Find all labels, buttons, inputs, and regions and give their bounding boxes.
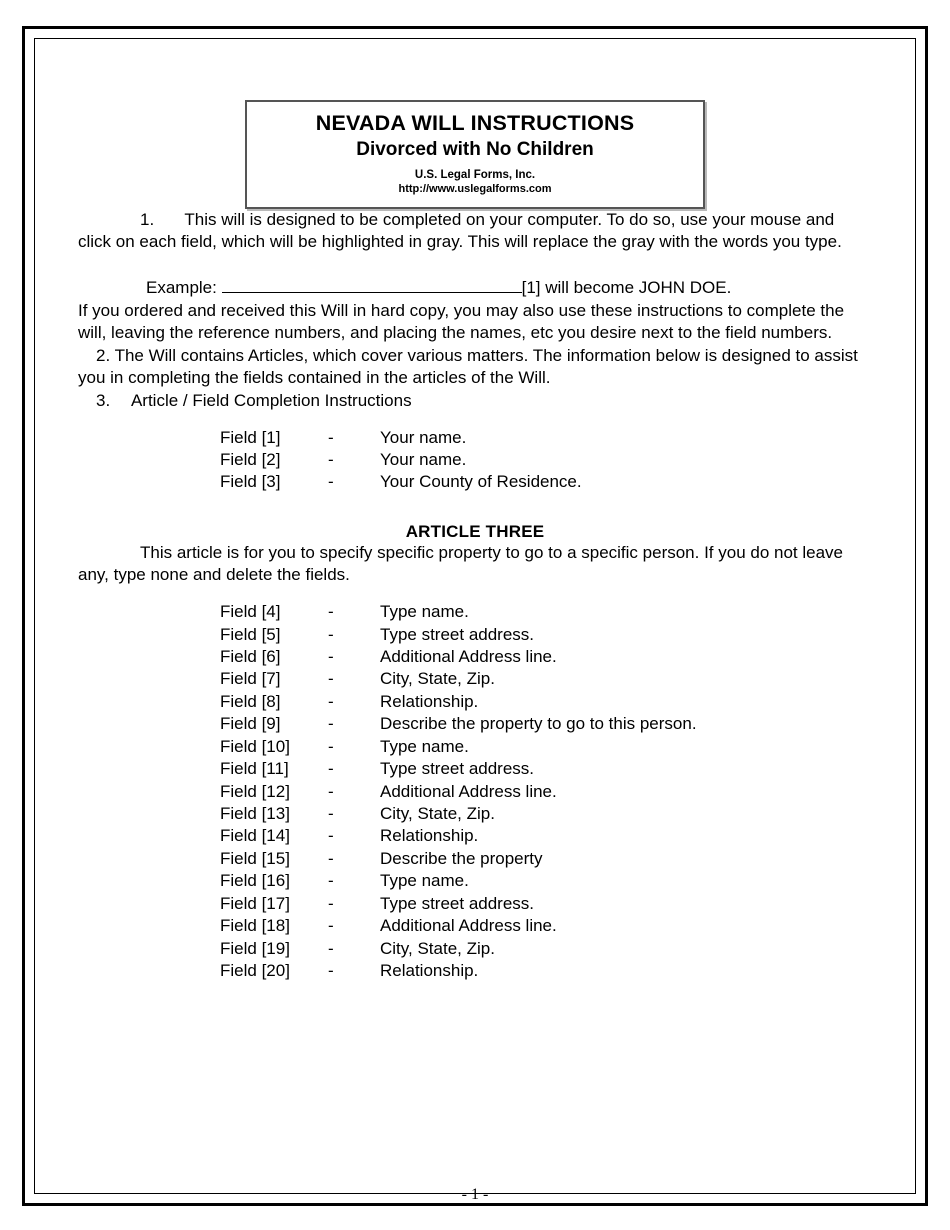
example-line — [78, 276, 872, 300]
field-dash: - — [328, 848, 334, 868]
table-row — [220, 938, 697, 960]
document-title: NEVADA WILL INSTRUCTIONS — [315, 111, 635, 135]
table-row — [220, 736, 697, 758]
field-description: City, State, Zip. — [380, 669, 495, 689]
field-instructions-table-one — [220, 427, 582, 494]
field-label: Field [14] — [220, 826, 290, 846]
field-description: Additional Address line. — [380, 781, 557, 801]
field-instructions-table-two — [220, 601, 697, 982]
field-description: Type name. — [380, 871, 469, 891]
table-row — [220, 471, 582, 493]
table-row — [220, 427, 582, 449]
field-label: Field [6] — [220, 646, 281, 666]
field-dash: - — [328, 449, 334, 469]
field-dash: - — [328, 938, 334, 958]
table-row — [220, 825, 697, 847]
table-row — [220, 758, 697, 780]
field-dash: - — [328, 804, 334, 824]
example-label: Example: — [146, 277, 217, 297]
field-label: Field [7] — [220, 669, 281, 689]
field-dash: - — [328, 759, 334, 779]
field-label: Field [13] — [220, 804, 290, 824]
field-dash: - — [328, 893, 334, 913]
field-label: Field [5] — [220, 624, 281, 644]
field-description: Additional Address line. — [380, 646, 557, 666]
field-description: Describe the property — [380, 848, 543, 868]
field-dash: - — [328, 624, 334, 644]
paragraph-one — [78, 209, 872, 254]
field-description: Additional Address line. — [380, 916, 557, 936]
field-dash: - — [328, 691, 334, 711]
paragraph-three: 3. Article / Field Completion Instructions — [96, 390, 412, 410]
field-label: Field [1] — [220, 427, 281, 447]
field-dash: - — [328, 646, 334, 666]
example-result-text: [1] will become JOHN DOE. — [521, 277, 732, 297]
field-dash: - — [328, 781, 334, 801]
field-description: City, State, Zip. — [380, 938, 495, 958]
field-description: Relationship. — [380, 691, 479, 711]
field-dash: - — [328, 736, 334, 756]
field-dash: - — [328, 669, 334, 689]
document-content — [78, 70, 872, 983]
field-description: Relationship. — [380, 826, 479, 846]
field-dash: - — [328, 916, 334, 936]
table-row — [220, 915, 697, 937]
field-label: Field [20] — [220, 961, 290, 981]
field-label: Field [19] — [220, 938, 290, 958]
field-description: Type street address. — [380, 759, 535, 779]
table-row — [220, 624, 697, 646]
field-dash: - — [328, 602, 334, 622]
field-description: Type street address. — [380, 624, 535, 644]
field-description: Your name. — [380, 427, 467, 447]
field-description: Relationship. — [380, 961, 479, 981]
paragraph-one-number: 1. — [140, 209, 155, 229]
paragraph-one-text: This will is designed to be completed on your computer. To do so, use your mouse and click on each field, which will be highlighted in gray. This will replace the gray with the words you type. — [78, 209, 842, 252]
field-label: Field [3] — [220, 472, 281, 492]
field-dash: - — [328, 826, 334, 846]
table-row — [220, 781, 697, 803]
table-row — [220, 893, 697, 915]
field-label: Field [8] — [220, 691, 281, 711]
field-label: Field [2] — [220, 449, 281, 469]
field-label: Field [18] — [220, 916, 290, 936]
field-label: Field [15] — [220, 848, 290, 868]
table-row — [220, 803, 697, 825]
paragraph-hardcopy: If you ordered and received this Will in hard copy, you may also use these instructions to complete the will, leaving the reference numbers, and placing the names, etc you desire next to the field numbers. — [78, 300, 845, 343]
table-row — [220, 848, 697, 870]
table-row — [220, 668, 697, 690]
field-label: Field [9] — [220, 714, 281, 734]
article-intro-paragraph: This article is for you to specify specific property to go to a specific person. If you do not leave any, type none and delete the fields. — [78, 542, 844, 585]
paragraph-two: 2. The Will contains Articles, which cover various matters. The information below is designed to assist you in completing the fields contained in the articles of the Will. — [78, 345, 858, 388]
field-dash: - — [328, 714, 334, 734]
page-number: - 1 - — [461, 1186, 489, 1203]
table-row — [220, 960, 697, 982]
field-description: Your County of Residence. — [380, 472, 582, 492]
company-name: U.S. Legal Forms, Inc. — [414, 169, 536, 182]
example-blank-field[interactable] — [222, 276, 522, 293]
field-dash: - — [328, 871, 334, 891]
table-row — [220, 870, 697, 892]
field-description: Type name. — [380, 736, 469, 756]
field-label: Field [11] — [220, 759, 289, 779]
title-box — [245, 100, 705, 209]
field-label: Field [17] — [220, 893, 290, 913]
field-dash: - — [328, 427, 334, 447]
field-label: Field [12] — [220, 781, 290, 801]
article-heading: ARTICLE THREE — [405, 521, 545, 541]
field-label: Field [16] — [220, 871, 290, 891]
field-description: Describe the property to go to this person. — [380, 714, 697, 734]
field-description: Type street address. — [380, 893, 535, 913]
table-row — [220, 691, 697, 713]
field-description: City, State, Zip. — [380, 804, 495, 824]
table-row — [220, 646, 697, 668]
field-label: Field [4] — [220, 602, 281, 622]
table-row — [220, 449, 582, 471]
field-dash: - — [328, 472, 334, 492]
field-description: Type name. — [380, 602, 469, 622]
table-row — [220, 601, 697, 623]
table-row — [220, 713, 697, 735]
field-description: Your name. — [380, 449, 467, 469]
field-label: Field [10] — [220, 736, 290, 756]
company-url: http://www.uslegalforms.com — [398, 182, 552, 195]
document-subtitle: Divorced with No Children — [356, 138, 594, 160]
field-dash: - — [328, 961, 334, 981]
title-block — [78, 100, 872, 209]
